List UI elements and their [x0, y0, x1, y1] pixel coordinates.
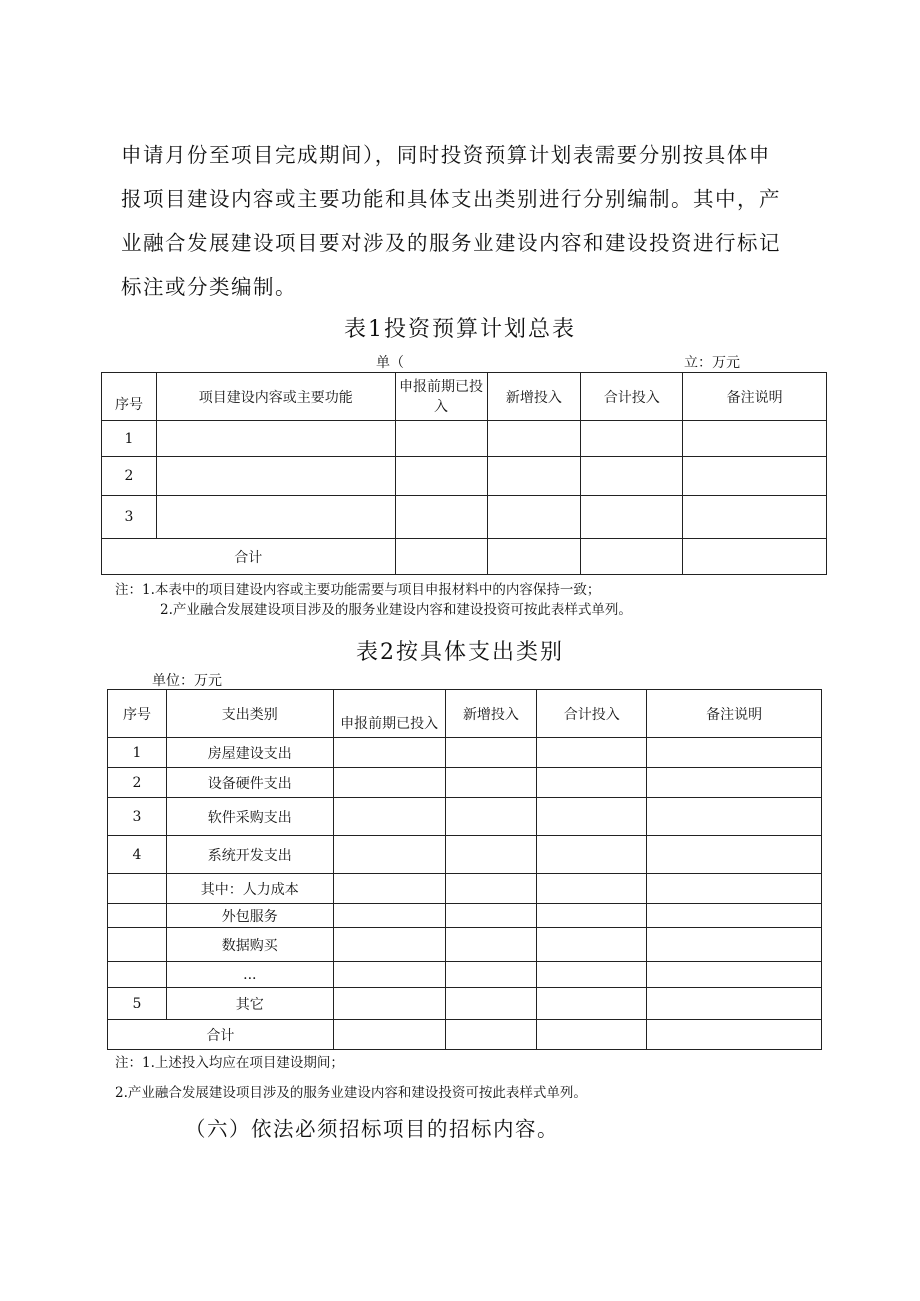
table-cell: [581, 421, 683, 457]
table-row: [108, 874, 822, 904]
table-cell: [445, 874, 537, 904]
table-cell: [333, 1020, 445, 1050]
header-cell: 备注说明: [647, 690, 822, 738]
table-cell: [445, 836, 537, 874]
table-cell: [395, 457, 487, 496]
category-cell: ...: [166, 962, 333, 988]
category-cell: 其中：人力成本: [166, 874, 333, 904]
table-cell: [537, 928, 647, 962]
header-cell: 支出类别: [166, 690, 333, 738]
category-cell: 数据购买: [166, 928, 333, 962]
table-cell: [647, 836, 822, 874]
table-cell: [333, 798, 445, 836]
total-label: 合计: [108, 1020, 334, 1050]
table-row: [102, 421, 827, 457]
header-cell: 备注说明: [683, 373, 827, 421]
table-cell: [333, 904, 445, 928]
table-cell: [581, 496, 683, 539]
table-row: [108, 962, 822, 988]
row-number: [108, 904, 167, 928]
table-cell: [647, 798, 822, 836]
table-cell: [156, 421, 395, 457]
table1-unit-right: 立：万元: [684, 355, 740, 371]
paragraph-line: 报项目建设内容或主要功能和具体支出类别进行分别编制。其中，产: [121, 187, 781, 211]
row-number: 3: [108, 798, 167, 836]
table-total-row: [102, 539, 827, 575]
table-cell: [445, 1020, 537, 1050]
table-cell: [537, 798, 647, 836]
table-cell: [395, 496, 487, 539]
row-number: 1: [102, 421, 157, 457]
table-cell: [487, 539, 581, 575]
table-cell: [647, 904, 822, 928]
table-cell: [537, 1020, 647, 1050]
table-total-row: [108, 1020, 822, 1050]
table2-note-1: 注：1.上述投入均应在项目建设期间；: [115, 1055, 344, 1071]
table2-title: 表2按具体支出类别: [356, 640, 564, 665]
table-cell: [581, 539, 683, 575]
table-row: [108, 798, 822, 836]
row-number: 1: [108, 738, 167, 768]
table-cell: [445, 738, 537, 768]
total-label: 合计: [102, 539, 396, 575]
table-row: [102, 496, 827, 539]
table-cell: [537, 738, 647, 768]
header-cell: 新增投入: [487, 373, 581, 421]
budget-summary-table: [101, 372, 827, 575]
table-row: [108, 988, 822, 1020]
row-number: [108, 928, 167, 962]
table1-unit-left: 单（: [376, 355, 404, 371]
table-cell: [487, 421, 581, 457]
table-cell: [537, 962, 647, 988]
table-cell: [683, 539, 827, 575]
table-cell: [537, 904, 647, 928]
table-cell: [333, 988, 445, 1020]
table-cell: [395, 421, 487, 457]
table-cell: [333, 738, 445, 768]
table-cell: [647, 928, 822, 962]
header-cell: 申报前期已投入: [333, 690, 445, 738]
table-cell: [537, 836, 647, 874]
header-cell: 项目建设内容或主要功能: [156, 373, 395, 421]
header-cell: [395, 373, 487, 421]
header-cell: 序号: [102, 373, 157, 421]
section-heading: （六）依法必须招标项目的招标内容。: [185, 1117, 559, 1141]
row-number: 2: [108, 768, 167, 798]
row-number: [108, 962, 167, 988]
header-cell: 序号: [108, 690, 167, 738]
table-cell: [537, 988, 647, 1020]
table1-title: 表1投资预算计划总表: [344, 317, 576, 342]
table-cell: [647, 738, 822, 768]
category-cell: 设备硬件支出: [166, 768, 333, 798]
header-cell: 合计投入: [581, 373, 683, 421]
paragraph-line: 标注或分类编制。: [121, 275, 297, 299]
table-cell: [647, 768, 822, 798]
table2-unit: 单位：万元: [152, 673, 222, 689]
table-cell: [683, 421, 827, 457]
table-row: [102, 457, 827, 496]
table2-note-2: 2.产业融合发展建设项目涉及的服务业建设内容和建设投资可按此表样式单列。: [115, 1085, 587, 1101]
table-cell: [487, 496, 581, 539]
paragraph-line: 申请月份至项目完成期间），同时投资预算计划表需要分别按具体申: [121, 143, 771, 167]
table-cell: [333, 836, 445, 874]
table1-note-2: 2.产业融合发展建设项目涉及的服务业建设内容和建设投资可按此表样式单列。: [160, 602, 632, 618]
row-number: 5: [108, 988, 167, 1020]
table-cell: [647, 988, 822, 1020]
intro-paragraph: [121, 133, 811, 309]
category-cell: 软件采购支出: [166, 798, 333, 836]
table-cell: [333, 962, 445, 988]
table-cell: [445, 928, 537, 962]
table-header-row: [102, 373, 827, 421]
header-cell: 新增投入: [445, 690, 537, 738]
table-cell: [445, 904, 537, 928]
table-cell: [333, 768, 445, 798]
table-cell: [445, 768, 537, 798]
table-cell: [156, 496, 395, 539]
table-cell: [445, 988, 537, 1020]
row-number: [108, 874, 167, 904]
table-cell: [156, 457, 395, 496]
table-row: [108, 928, 822, 962]
table-cell: [647, 874, 822, 904]
table-cell: [581, 457, 683, 496]
table-row: [108, 836, 822, 874]
table-cell: [333, 874, 445, 904]
row-number: 2: [102, 457, 157, 496]
header-cell-text: 申报前期已投入: [399, 378, 483, 415]
category-cell: 系统开发支出: [166, 836, 333, 874]
table-row: [108, 904, 822, 928]
table-cell: [333, 928, 445, 962]
table-cell: [537, 768, 647, 798]
table-cell: [647, 962, 822, 988]
table-cell: [647, 1020, 822, 1050]
row-number: 3: [102, 496, 157, 539]
table-cell: [395, 539, 487, 575]
table-row: [108, 768, 822, 798]
category-cell: 房屋建设支出: [166, 738, 333, 768]
table-header-row: [108, 690, 822, 738]
header-cell: 合计投入: [537, 690, 647, 738]
category-cell: 外包服务: [166, 904, 333, 928]
table-row: [108, 738, 822, 768]
table-cell: [683, 457, 827, 496]
table-cell: [537, 874, 647, 904]
category-cell: 其它: [166, 988, 333, 1020]
row-number: 4: [108, 836, 167, 874]
table-cell: [445, 962, 537, 988]
table-cell: [683, 496, 827, 539]
table1-note-1: 注：1.本表中的项目建设内容或主要功能需要与项目申报材料中的内容保持一致；: [115, 582, 601, 598]
expense-category-table: [107, 689, 822, 1050]
table-cell: [487, 457, 581, 496]
paragraph-line: 业融合发展建设项目要对涉及的服务业建设内容和建设投资进行标记: [121, 231, 781, 255]
table-cell: [445, 798, 537, 836]
